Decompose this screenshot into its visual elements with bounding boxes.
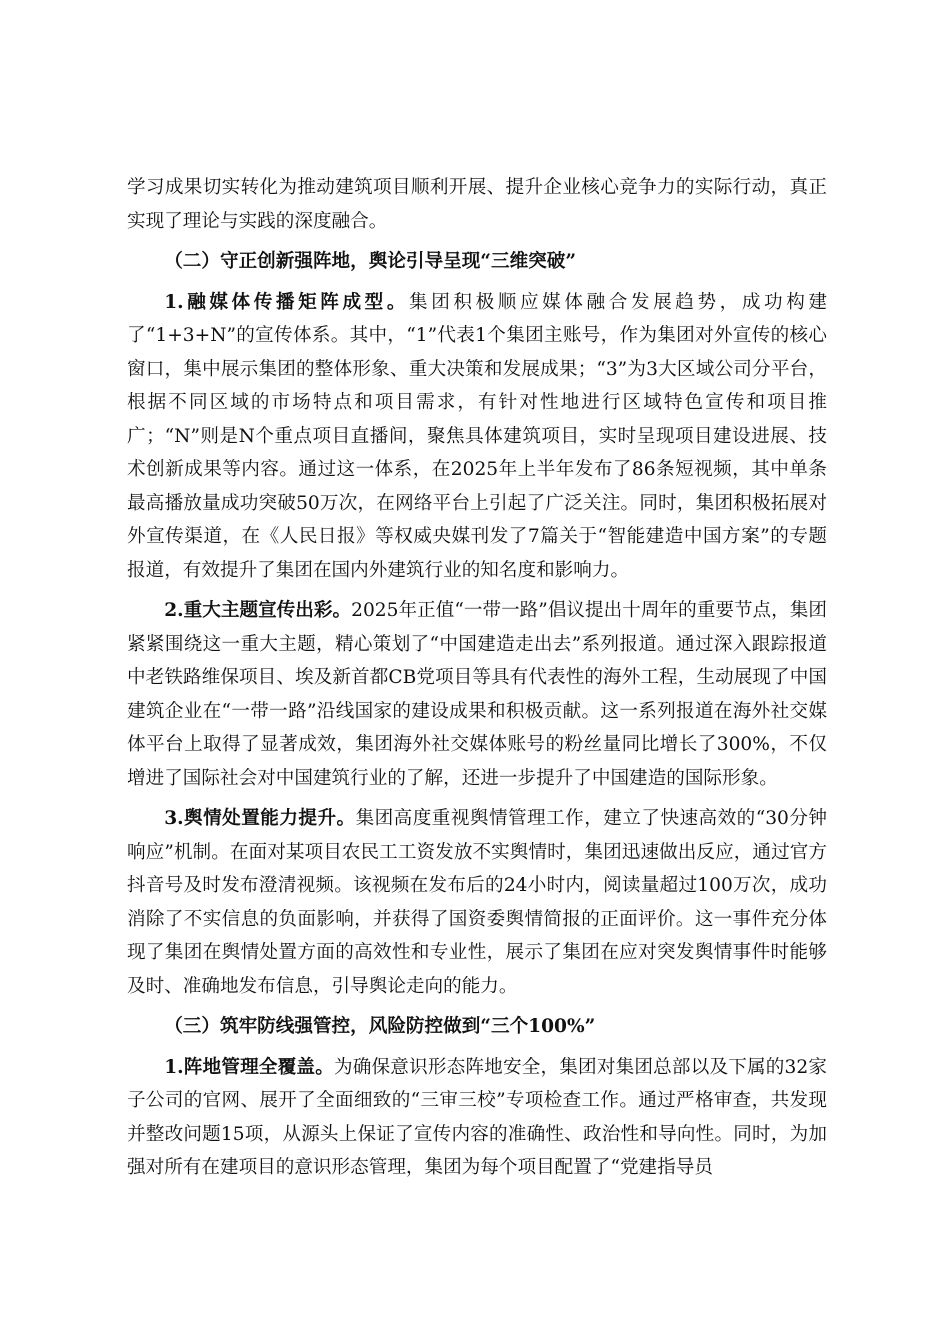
- item-body: 集团积极顺应媒体融合发展趋势，成功构建了“1+3+N”的宣传体系。其中，“1”代表1个集团主账号，作为集团对外宣传的核心窗口，集中展示集团的整体形象、重大决策和发展成果；“3”为3大区域公司分平台，根据不同区域的市场特点和项目需求，有针对性地进行区域特色宣传和项目推广；“N”则是N个重点项目直播间，聚焦具体建筑项目，实时呈现项目建设进展、技术创新成果等内容。通过这一体系，在2025年上半年发布了86条短视频，其中单条最高播放量成功突破50万次，在网络平台上引起了广泛关注。同时，集团积极拓展对外宣传渠道，在《人民日报》等权威央媒刊发了7篇关于“智能建造中国方案”的专题报道，有效提升了集团在国内外建筑行业的知名度和影响力。: [127, 291, 827, 581]
- item-lead: 1.融媒体传播矩阵成型。: [164, 291, 410, 313]
- item-body: 2025年正值“一带一路”倡议提出十周年的重要节点，集团紧紧围绕这一重大主题，精心策划了“中国建造走出去”系列报道。通过深入跟踪报道中老铁路维保项目、埃及新首都CB党项目等具有代表性的海外工程，生动展现了中国建筑企业在“一带一路”沿线国家的建设成果和积极贡献。这一系列报道在海外社交媒体平台上取得了显著成效，集团海外社交媒体账号的粉丝量同比增长了300%，不仅增进了国际社会对中国建筑行业的了解，还进一步提升了中国建造的国际形象。: [127, 600, 827, 789]
- section-3-item-1: [127, 1051, 827, 1185]
- section-3-heading: （三）筑牢防线强管控，风险防控做到“三个100%”: [164, 1016, 596, 1037]
- document-page: [127, 171, 827, 1192]
- item-body: 集团高度重视舆情管理工作，建立了快速高效的“30分钟响应”机制。在面对某项目农民工工资发放不实舆情时，集团迅速做出反应，通过官方抖音号及时发布澄清视频。该视频在发布后的24小时内，阅读量超过100万次，成功消除了不实信息的负面影响，并获得了国资委舆情简报的正面评价。这一事件充分体现了集团在舆情处置方面的高效性和专业性，展示了集团在应对突发舆情事件时能够及时、准确地发布信息，引导舆论走向的能力。: [127, 808, 827, 997]
- item-lead: 3.舆情处置能力提升。: [164, 808, 356, 829]
- intro-paragraph: 学习成果切实转化为推动建筑项目顺利开展、提升企业核心竞争力的实际行动，真正实现了理论与实践的深度融合。: [127, 177, 827, 232]
- item-lead: 1.阵地管理全覆盖。: [164, 1056, 334, 1078]
- item-lead: 2.重大主题宣传出彩。: [164, 600, 352, 621]
- section-2-heading: （二）守正创新强阵地，舆论引导呈现“三维突破”: [164, 251, 577, 272]
- item-body: 为确保意识形态阵地安全，集团对集团总部以及下属的32家子公司的官网、展开了全面细致的“三审三校”专项检查工作。通过严格审查，共发现并整改问题15项，从源头上保证了宣传内容的准确性、政治性和导向性。同时，为加强对所有在建项目的意识形态管理，集团为每个项目配置了“党建指导员: [127, 1056, 827, 1178]
- section-2-item-2: [127, 594, 827, 795]
- section-2-item-3: [127, 802, 827, 1003]
- section-2-item-1: [127, 286, 827, 588]
